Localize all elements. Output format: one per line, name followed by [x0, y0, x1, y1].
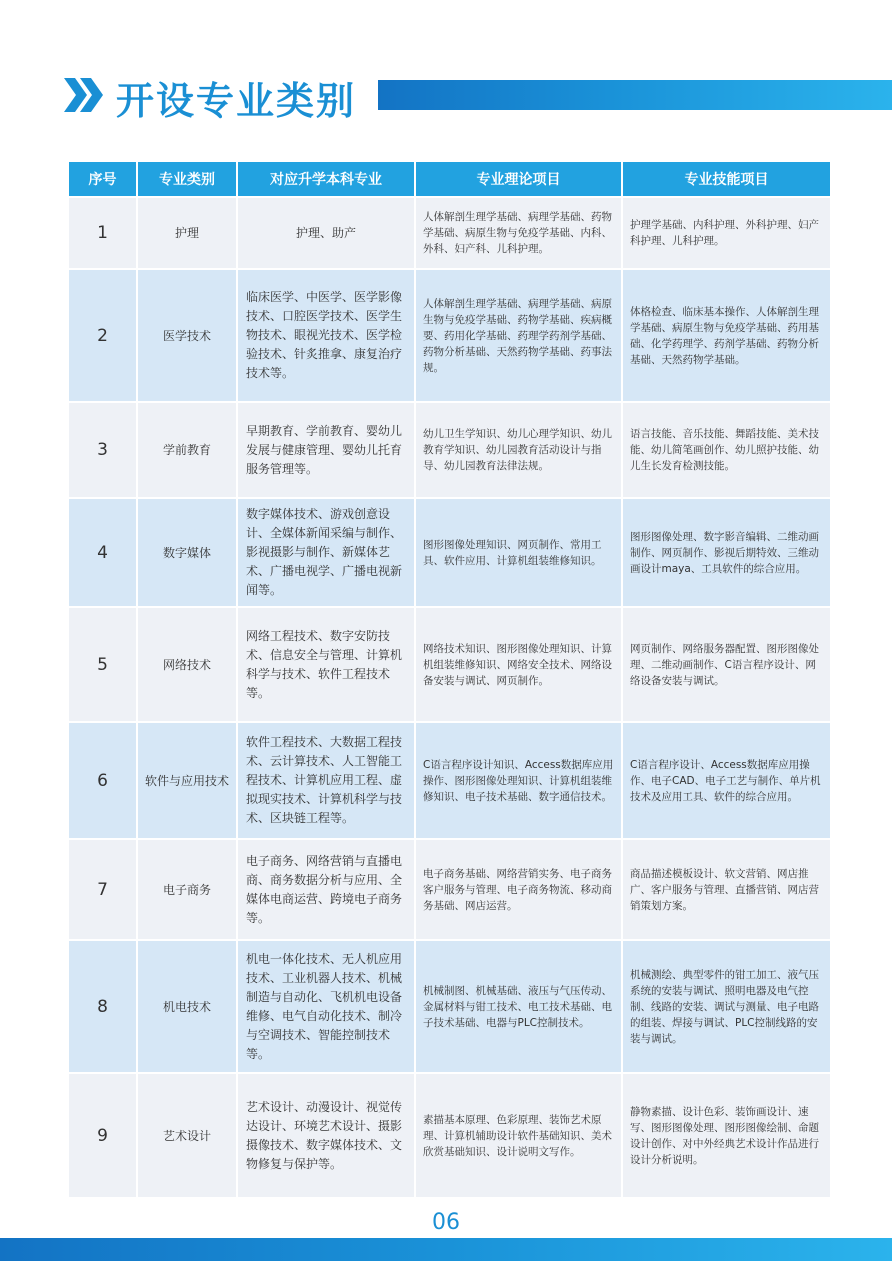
row-skills: 网页制作、网络服务器配置、图形图像处理、二维动画制作、C语言程序设计、网络设备安装与调试。 [622, 607, 831, 722]
row-number: 1 [68, 197, 137, 269]
row-category: 学前教育 [137, 402, 237, 498]
table-row [68, 607, 831, 722]
row-number: 9 [68, 1073, 137, 1198]
row-skills: 商品描述模板设计、软文营销、网店推广、客户服务与管理、直播营销、网店营销策划方案。 [622, 839, 831, 940]
footer-accent-bar [0, 1238, 892, 1261]
row-skills: 语言技能、音乐技能、舞蹈技能、美术技能、幼儿简笔画创作、幼儿照护技能、幼儿生长发育检测技能。 [622, 402, 831, 498]
row-majors: 数字媒体技术、游戏创意设计、全媒体新闻采编与制作、影视摄影与制作、新媒体艺术、广播电视学、广播电视新闻等。 [237, 498, 415, 607]
table-row [68, 402, 831, 498]
row-category: 数字媒体 [137, 498, 237, 607]
row-skills: 体格检查、临床基本操作、人体解剖生理学基础、病原生物与免疫学基础、药用基础、化学药理学、药剂学基础、药物分析基础、天然药物学基础。 [622, 269, 831, 402]
table-row [68, 839, 831, 940]
row-majors: 艺术设计、动漫设计、视觉传达设计、环境艺术设计、摄影摄像技术、数字媒体技术、文物修复与保护等。 [237, 1073, 415, 1198]
table-row [68, 269, 831, 402]
row-majors: 早期教育、学前教育、婴幼儿发展与健康管理、婴幼儿托育服务管理等。 [237, 402, 415, 498]
row-theory: 人体解剖生理学基础、病理学基础、病原生物与免疫学基础、药物学基础、疾病概要、药用化学基础、药理学药剂学基础、药物分析基础、天然药物学基础、药事法规。 [415, 269, 622, 402]
row-theory: 幼儿卫生学知识、幼儿心理学知识、幼儿教育学知识、幼儿园教育活动设计与指导、幼儿园教育法律法规。 [415, 402, 622, 498]
row-theory: 机械制图、机械基础、液压与气压传动、金属材料与钳工技术、电工技术基础、电子技术基础、电器与PLC控制技术。 [415, 940, 622, 1073]
row-category: 机电技术 [137, 940, 237, 1073]
page-title: 开设专业类别 [116, 79, 357, 123]
table-row [68, 940, 831, 1073]
table-row [68, 197, 831, 269]
row-category: 网络技术 [137, 607, 237, 722]
row-number: 3 [68, 402, 137, 498]
row-number: 8 [68, 940, 137, 1073]
column-header-theory: 专业理论项目 [415, 161, 622, 197]
double-chevron-right-icon [64, 78, 106, 112]
row-theory: 网络技术知识、图形图像处理知识、计算机组装维修知识、网络安全技术、网络设备安装与调试、网页制作。 [415, 607, 622, 722]
table-row [68, 498, 831, 607]
table-header-row [68, 161, 831, 197]
row-theory: 人体解剖生理学基础、病理学基础、药物学基础、病原生物与免疫学基础、内科、外科、妇产科、儿科护理。 [415, 197, 622, 269]
column-header-number: 序号 [68, 161, 137, 197]
row-majors: 网络工程技术、数字安防技术、信息安全与管理、计算机科学与技术、软件工程技术等。 [237, 607, 415, 722]
row-skills: 机械测绘、典型零件的钳工加工、液气压系统的安装与调试、照明电器及电气控制、线路的安装、调试与测量、电子电路的组装、焊接与调试、PLC控制线路的安装与调试。 [622, 940, 831, 1073]
column-header-category: 专业类别 [137, 161, 237, 197]
row-majors: 软件工程技术、大数据工程技术、云计算技术、人工智能工程技术、计算机应用工程、虚拟现实技术、计算机科学与技术、区块链工程等。 [237, 722, 415, 839]
row-number: 5 [68, 607, 137, 722]
row-category: 软件与应用技术 [137, 722, 237, 839]
row-number: 4 [68, 498, 137, 607]
row-theory: 电子商务基础、网络营销实务、电子商务客户服务与管理、电子商务物流、移动商务基础、网店运营。 [415, 839, 622, 940]
row-majors: 护理、助产 [237, 197, 415, 269]
page-header [0, 0, 892, 130]
table-row [68, 722, 831, 839]
row-majors: 临床医学、中医学、医学影像技术、口腔医学技术、医学生物技术、眼视光技术、医学检验技术、针炙推拿、康复治疗技术等。 [237, 269, 415, 402]
column-header-majors: 对应升学本科专业 [237, 161, 415, 197]
row-number: 6 [68, 722, 137, 839]
row-number: 2 [68, 269, 137, 402]
table-row [68, 1073, 831, 1198]
row-majors: 机电一体化技术、无人机应用技术、工业机器人技术、机械制造与自动化、飞机机电设备维修、电气自动化技术、制冷与空调技术、智能控制技术等。 [237, 940, 415, 1073]
row-category: 护理 [137, 197, 237, 269]
row-skills: 图形图像处理、数字影音编辑、二维动画制作、网页制作、影视后期特效、三维动画设计maya、工具软件的综合应用。 [622, 498, 831, 607]
row-skills: 护理学基础、内科护理、外科护理、妇产科护理、儿科护理。 [622, 197, 831, 269]
row-skills: 静物素描、设计色彩、装饰画设计、速写、图形图像处理、图形图像绘制、命题设计创作、对中外经典艺术设计作品进行设计分析说明。 [622, 1073, 831, 1198]
title-accent-bar [378, 80, 892, 110]
row-skills: C语言程序设计、Access数据库应用操作、电子CAD、电子工艺与制作、单片机技术及应用工具、软件的综合应用。 [622, 722, 831, 839]
row-category: 艺术设计 [137, 1073, 237, 1198]
column-header-skills: 专业技能项目 [622, 161, 831, 197]
row-category: 电子商务 [137, 839, 237, 940]
page-number: 06 [432, 1210, 460, 1235]
row-number: 7 [68, 839, 137, 940]
row-category: 医学技术 [137, 269, 237, 402]
row-majors: 电子商务、网络营销与直播电商、商务数据分析与应用、全媒体电商运营、跨境电子商务等。 [237, 839, 415, 940]
row-theory: C语言程序设计知识、Access数据库应用操作、图形图像处理知识、计算机组装维修知识、电子技术基础、数字通信技术。 [415, 722, 622, 839]
row-theory: 素描基本原理、色彩原理、装饰艺术原理、计算机辅助设计软件基础知识、美术欣赏基础知识、设计说明文写作。 [415, 1073, 622, 1198]
majors-table [67, 160, 832, 1199]
row-theory: 图形图像处理知识、网页制作、常用工具、软件应用、计算机组装维修知识。 [415, 498, 622, 607]
